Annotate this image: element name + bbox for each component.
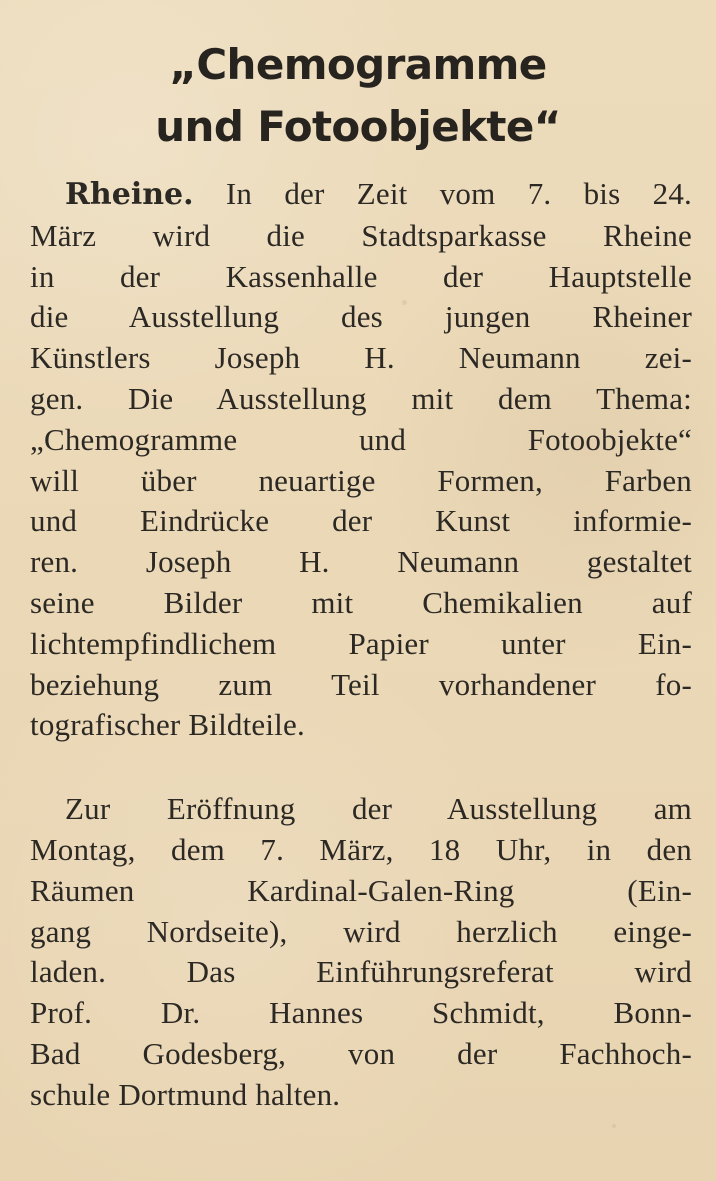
text-line: laden. Das Einführungsreferat wird <box>30 954 692 990</box>
text-line: gen. Die Ausstellung mit dem Thema: <box>30 380 692 416</box>
text-line: Montag, dem 7. März, 18 Uhr, in den <box>30 831 692 867</box>
paragraph-2 <box>30 789 692 1115</box>
headline-line-2: und Fotoobjekte“ <box>155 102 561 151</box>
text-line: tografischer Bildteile. <box>30 707 305 743</box>
text-line: und Eindrücke der Kunst informie- <box>30 503 692 539</box>
text-line: März wird die Stadtsparkasse Rheine <box>30 217 692 253</box>
text-line: schule Dortmund halten. <box>30 1076 341 1112</box>
paragraph-1 <box>30 174 692 746</box>
text-line: „Chemogramme und Fotoobjekte“ <box>30 421 692 457</box>
text-line: lichtempfindlichem Papier unter Ein- <box>30 625 692 661</box>
text-line: in der Kassenhalle der Hauptstelle <box>30 258 692 294</box>
text-line: Künstlers Joseph H. Neumann zei- <box>30 340 692 376</box>
text-line: die Ausstellung des jungen Rheiner <box>30 299 692 335</box>
headline-line-1: „Chemogramme <box>169 40 547 89</box>
text-line: Räumen Kardinal-Galen-Ring (Ein- <box>30 872 692 908</box>
text-line: Zur Eröffnung der Ausstellung am <box>65 791 692 827</box>
text-line: gang Nordseite), wird herzlich einge- <box>30 913 692 949</box>
dateline: Rheine. <box>65 177 194 212</box>
text-line: Bad Godesberg, von der Fachhoch- <box>30 1035 692 1071</box>
text-line: beziehung zum Teil vorhandener fo- <box>30 666 692 702</box>
text-line: Prof. Dr. Hannes Schmidt, Bonn- <box>30 995 692 1031</box>
text-line: ren. Joseph H. Neumann gestaltet <box>30 544 692 580</box>
text-line: seine Bilder mit Chemikalien auf <box>30 584 692 620</box>
text-line-content: In der Zeit vom 7. bis 24. <box>193 176 692 211</box>
paper-speck <box>612 1124 616 1128</box>
text-line <box>30 174 692 216</box>
text-line: will über neuartige Formen, Farben <box>30 462 692 498</box>
article-body <box>30 174 692 1116</box>
